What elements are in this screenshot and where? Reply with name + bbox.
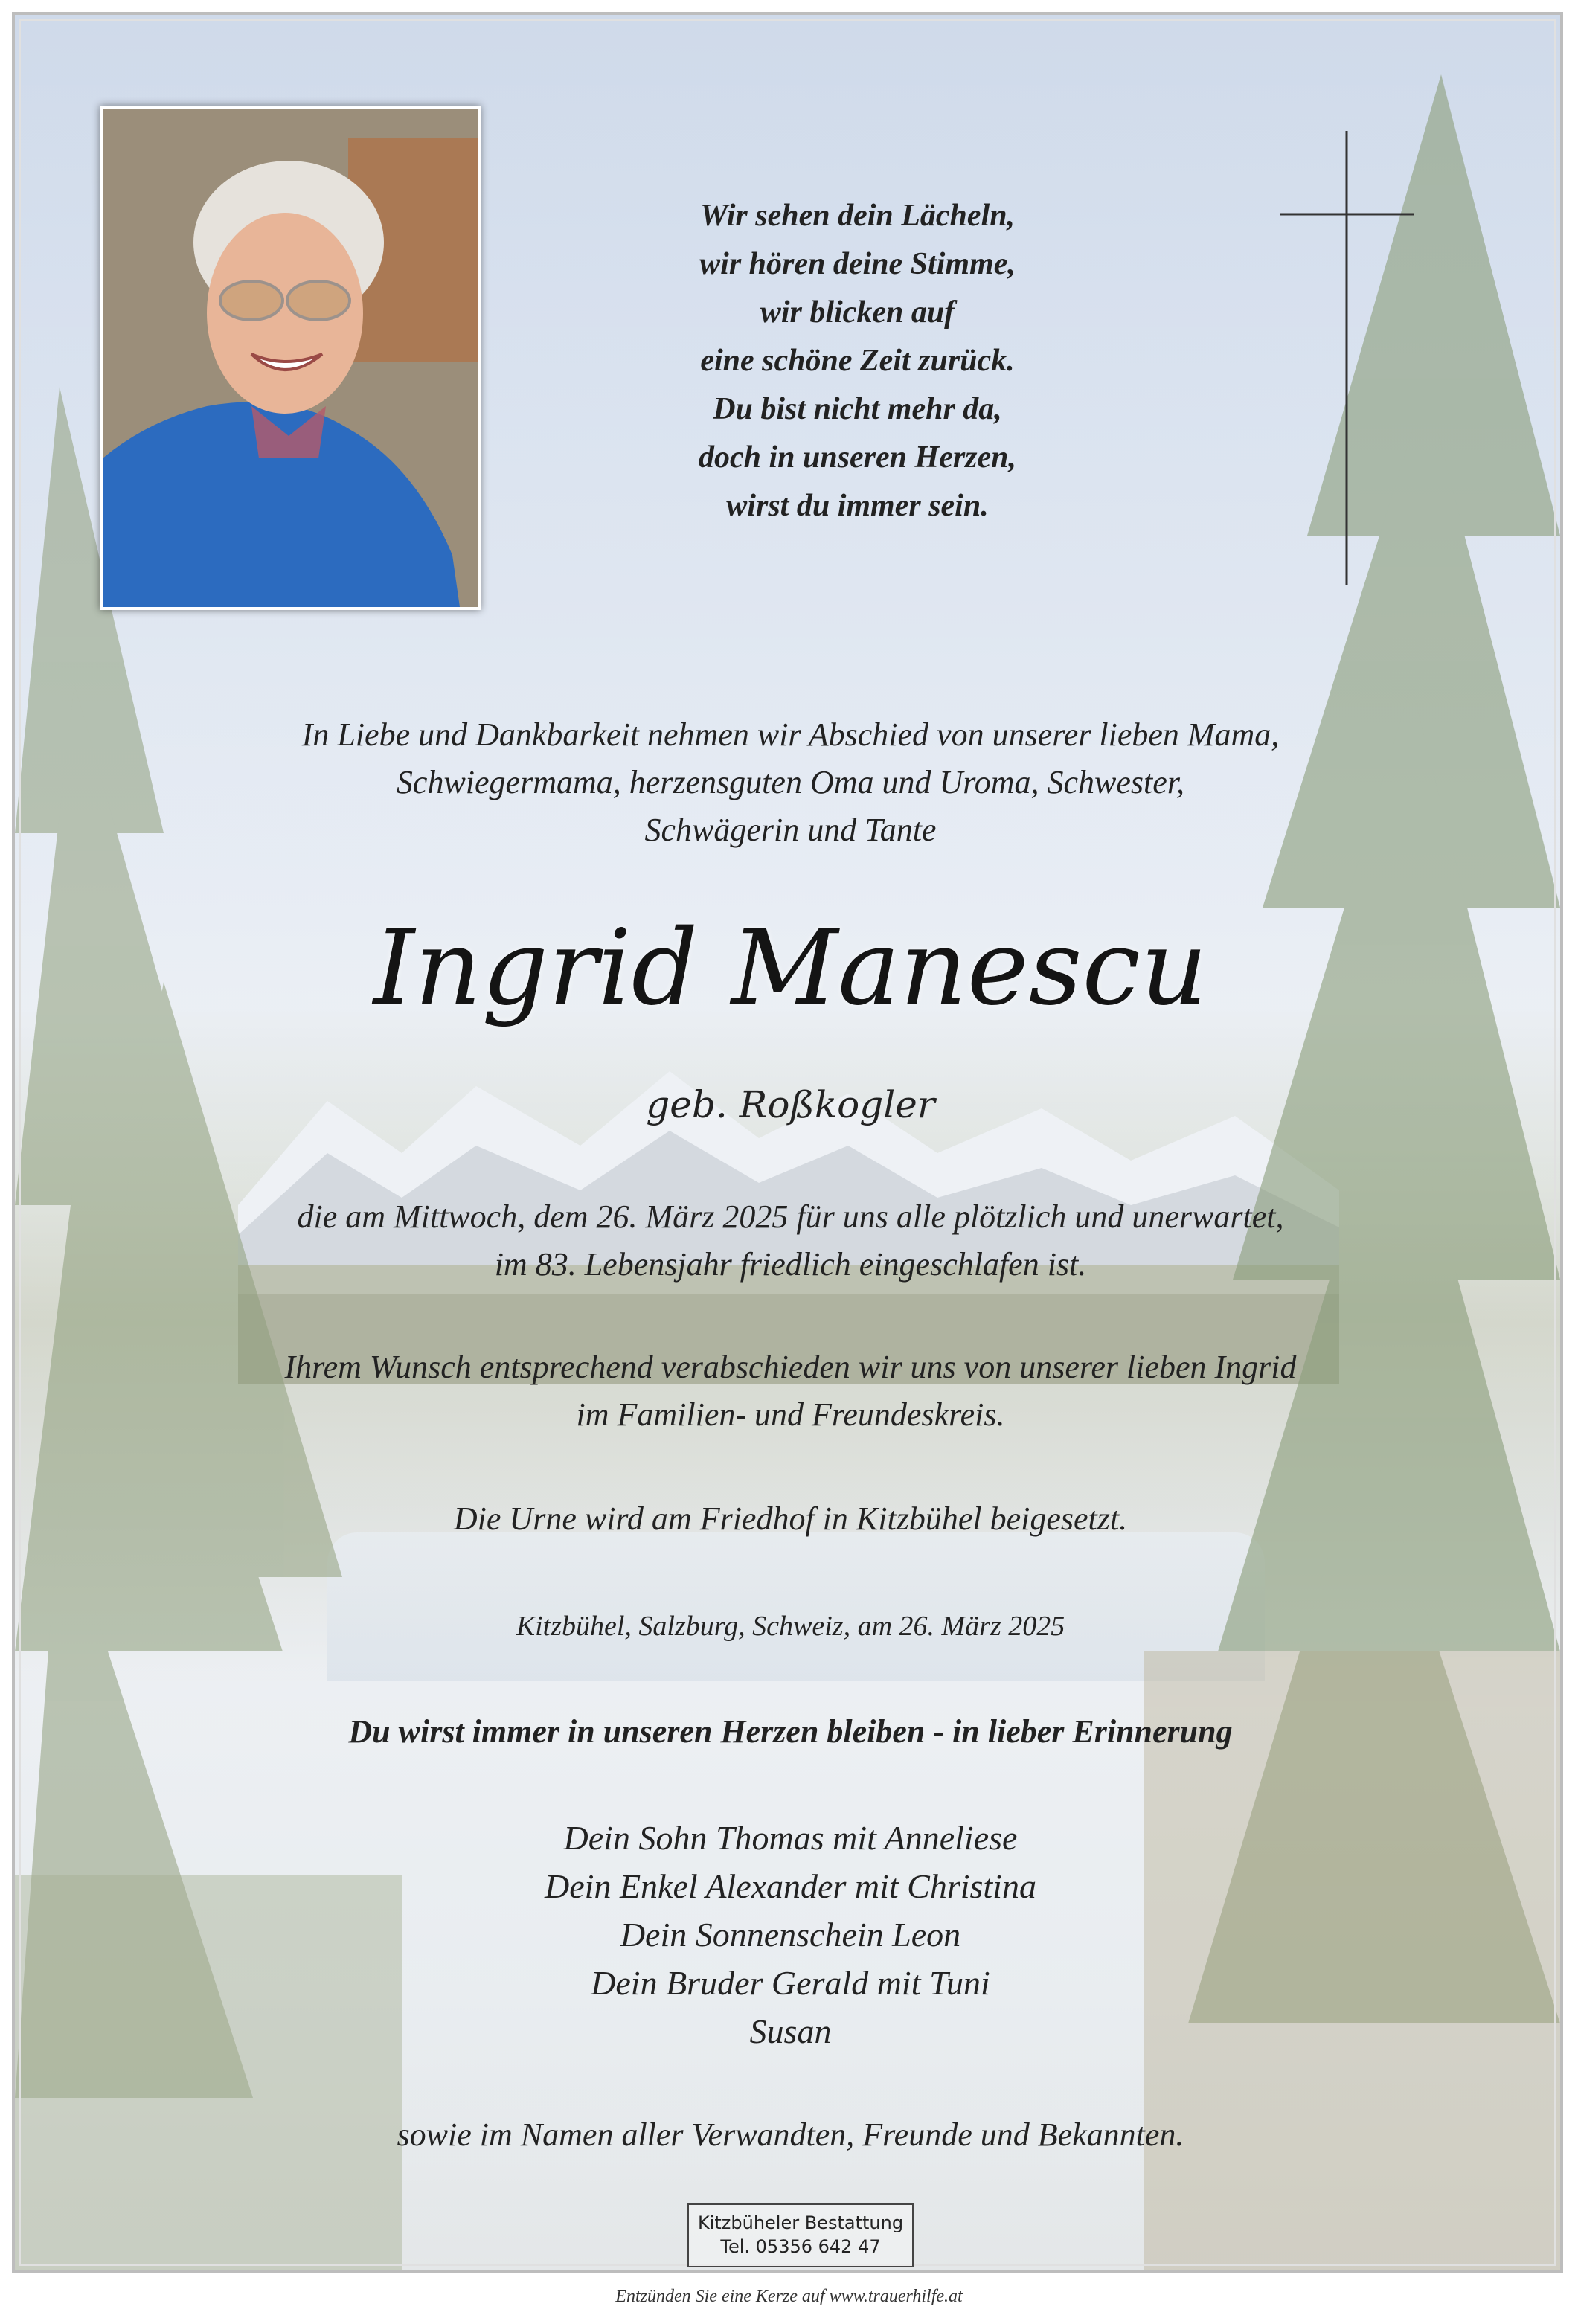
urn-notice: Die Urne wird am Friedhof in Kitzbühel beigesetzt. — [453, 1500, 1128, 1537]
poem-line: Wir sehen dein Lächeln, — [699, 199, 1016, 233]
mourners-list — [15, 1814, 1563, 2055]
poem-line: wir hören deine Stimme, — [699, 247, 1016, 281]
poem-line: wir blicken auf — [760, 295, 955, 330]
remembrance-line: Du wirst immer in unseren Herzen bleiben - in lieber Erinnerung — [348, 1713, 1233, 1750]
funeral-home-phone: Tel. 05356 642 47 — [720, 2236, 881, 2257]
death-line: im 83. Lebensjahr friedlich eingeschlafen ist. — [494, 1246, 1087, 1283]
obituary-card — [12, 12, 1563, 2273]
intro-line: Schwiegermama, herzensguten Oma und Uroma, Schwester, — [396, 764, 1185, 800]
closing-line: sowie im Namen aller Verwandten, Freunde und Bekannten. — [397, 2116, 1184, 2153]
intro-line: Schwägerin und Tante — [644, 812, 937, 848]
funeral-home-stamp — [687, 2203, 914, 2267]
intro-line: In Liebe und Dankbarkeit nehmen wir Abschied von unserer lieben Mama, — [301, 716, 1280, 753]
mourner: Dein Enkel Alexander mit Christina — [545, 1867, 1036, 1905]
funeral-home-name: Kitzbüheler Bestattung — [697, 2212, 904, 2233]
maiden-name: geb. Roßkogler — [646, 1083, 935, 1126]
poem-line: eine schöne Zeit zurück. — [700, 344, 1015, 378]
place-date: Kitzbühel, Salzburg, Schweiz, am 26. März 2025 — [516, 1611, 1065, 1642]
deceased-name: Ingrid Manescu — [373, 908, 1208, 1029]
mourner: Dein Sohn Thomas mit Anneliese — [563, 1819, 1018, 1857]
intro-text — [15, 711, 1563, 854]
poem-line: wirst du immer sein. — [726, 489, 989, 523]
wish-line: im Familien- und Freundeskreis. — [576, 1396, 1005, 1433]
death-notice — [15, 1193, 1563, 1288]
mourner: Dein Sonnenschein Leon — [620, 1916, 961, 1954]
wish-line: Ihrem Wunsch entsprechend verabschieden wir uns von unserer lieben Ingrid — [284, 1349, 1297, 1385]
poem — [15, 192, 1563, 530]
death-line: die am Mittwoch, dem 26. März 2025 für uns alle plötzlich und unerwartet, — [297, 1198, 1284, 1235]
mourner: Dein Bruder Gerald mit Tuni — [591, 1964, 990, 2002]
poem-line: Du bist nicht mehr da, — [713, 392, 1002, 426]
poem-line: doch in unseren Herzen, — [698, 440, 1017, 475]
farewell-wish — [15, 1344, 1563, 1439]
footer-link[interactable]: Entzünden Sie eine Kerze auf www.trauerhilfe.at — [615, 2287, 963, 2306]
mourner: Susan — [749, 2012, 832, 2050]
